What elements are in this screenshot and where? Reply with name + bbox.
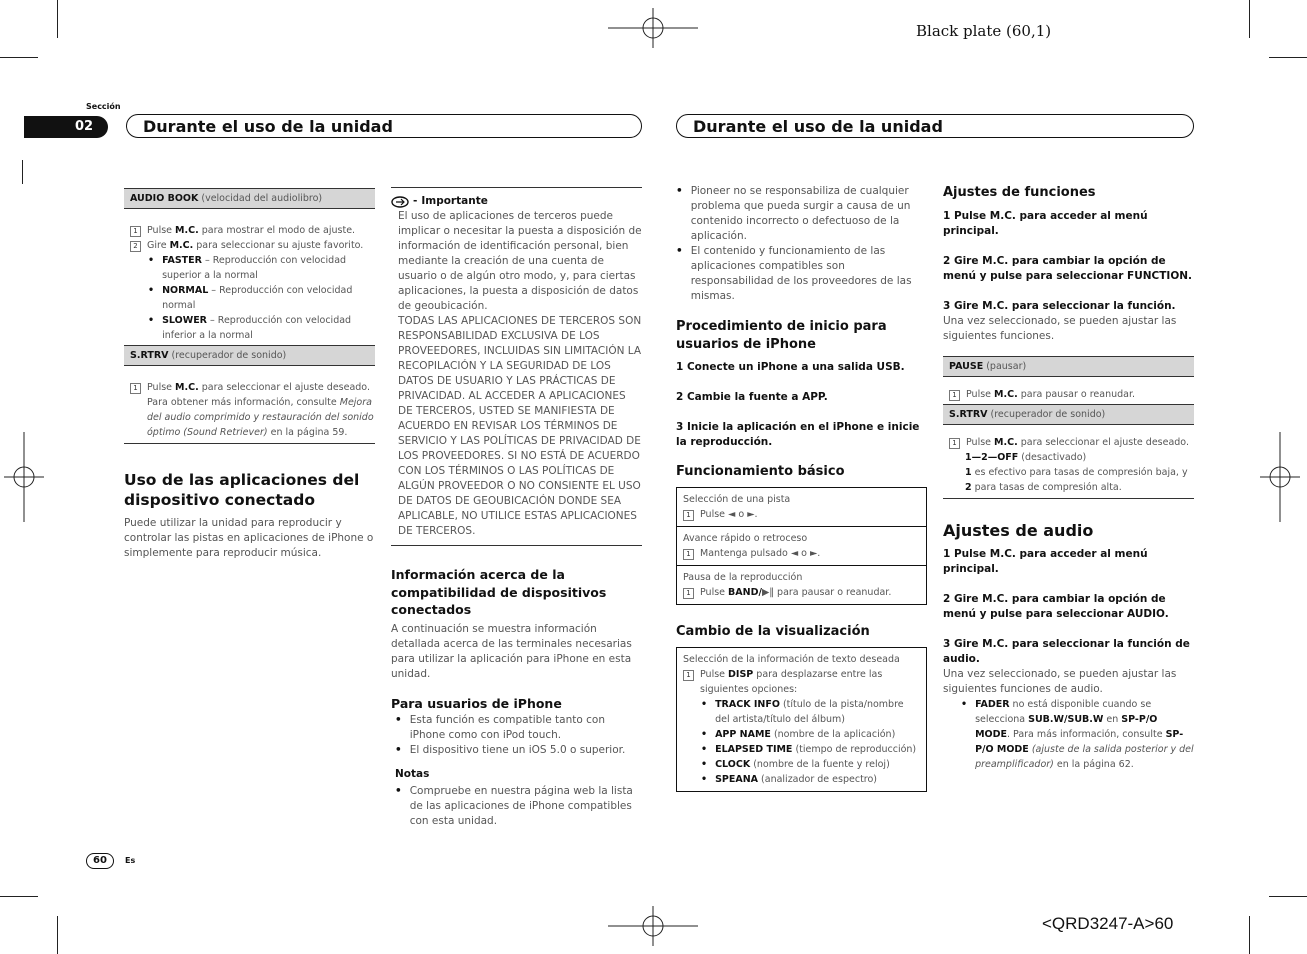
list-item: • El dispositivo tiene un iOS 5.0 o superior. xyxy=(395,743,626,756)
header-right: Durante el uso de la unidad xyxy=(676,114,1194,138)
step-1: 1 Pulse M.C. para mostrar el modo de ajuste. xyxy=(124,223,375,238)
column-3 xyxy=(676,184,927,792)
srtrv-bar: S.RTRV (recuperador de sonido) xyxy=(124,345,375,366)
list-item: • FASTER – Reproducción con velocidad superior a la normal xyxy=(148,255,347,281)
section-number: 02 xyxy=(24,116,108,138)
registration-mark-icon xyxy=(608,8,698,48)
crop-mark xyxy=(0,896,38,897)
page-number: 60 xyxy=(86,853,114,869)
step-2: 2 Gire M.C. para cambiar la opción de menú y pulse para seleccionar FUNCTION. xyxy=(943,255,1193,282)
list-item: • APP NAME (nombre de la aplicación) xyxy=(701,729,896,740)
column-2 xyxy=(391,187,642,829)
registration-mark-icon xyxy=(608,906,698,946)
list-item: • NORMAL – Reproducción con velocidad normal xyxy=(148,285,353,311)
step-1: 1 Pulse M.C. para pausar o reanudar. xyxy=(943,387,1194,402)
crop-mark xyxy=(1269,57,1307,58)
crop-mark xyxy=(1249,916,1250,954)
step-1: 1 Conecte un iPhone a una salida USB. xyxy=(676,361,905,373)
list-item: • CLOCK (nombre de la fuente y reloj) xyxy=(701,759,890,770)
list-item: • ELAPSED TIME (tiempo de reproducción) xyxy=(701,744,917,755)
list-item: • Esta función es compatible tanto con iPhone como con iPod touch. xyxy=(395,713,605,741)
display-table xyxy=(676,647,927,792)
section-title-func: Funcionamiento básico xyxy=(676,464,845,479)
step-3: 3 Gire M.C. para seleccionar la función de audio. xyxy=(943,638,1190,665)
column-4: Ajustes de funciones 1 Pulse M.C. para acceder al menú principal. 2 Gire M.C. para cambiar la opción de menú y pulse para seleccionar FUNCTION. 3 Gire M.C. para seleccionar la función. Una vez seleccionado, se pueden ajustar las siguientes funciones. PAUSE (pausar) 1 Pulse M.C. para pausar o reanudar. S.RTRV (recuperador de sonido) 1 Pulse M.C. para seleccionar el ajuste deseado. 1—2—OFF (desactivado) 1 es efectivo para tasas de compresión baja, y 2 para tasas de compresión alta. Ajustes de audio 1 Pulse M.C. para acceder al menú principal. 2 Gire M.C. para cambiar la opción de menú y pulse para seleccionar AUDIO. 3 Gire M.C. para seleccionar la función de audio. Una vez seleccionado, se pueden ajustar las siguientes funciones de audio. • FADER no está disponible cuando se selecciona SUB.W/SUB.W en SP-P/O MODE. Para más información, consulte SP-P/O MODE (ajuste de la salida posterior y del preamplificador) en la página 62. xyxy=(943,185,1194,770)
section-title-camb: Cambio de la visualización xyxy=(676,624,870,639)
step-1: 1 Pulse M.C. para acceder al menú principal. xyxy=(943,548,1148,575)
table-row: Avance rápido o retroceso 1 Mantenga pulsado ◄ o ►. xyxy=(677,527,926,566)
list-item: • El contenido y funcionamiento de las aplicaciones compatibles son responsabilidad de los proveedores de las mismas. xyxy=(676,245,912,302)
section-title-uso: Uso de las aplicaciones del dispositivo conectado xyxy=(124,471,360,509)
step-1: 1 Pulse M.C. para acceder al menú principal. xyxy=(943,210,1148,237)
table-row: Selección de la información de texto deseada 1 Pulse DISP para desplazarse entre las siguientes opciones: • TRACK INFO (título de la pista/nombre del artista/título del álbum) • APP NAME (nombre de la aplicación) • ELAPSED TIME (tiempo de reproducción) • CLOCK (nombre de la fuente y reloj) • SPEANA (analizador de espectro) xyxy=(677,648,926,791)
important-text-caps: TODAS LAS APLICACIONES DE TERCEROS SON RESPONSABILIDAD EXCLUSIVA DE LOS PROVEEDORES, INCLUIDAS SIN LIMITACIÓN LA RECOPILACIÓN Y LA SEGURIDAD DE LOS DATOS DE USUARIO Y LAS PRÁCTICAS DE PRIVACIDAD. AL ACCEDER A APLICACIONES DE TERCEROS, USTED SE MANIFIESTA DE ACUERDO EN REVISAR LOS TÉRMINOS DE SERVICIO Y LAS POLÍTICAS DE PRIVACIDAD DE LOS PROVEEDORES. SI NO ESTÁ DE ACUERDO CON LOS TÉRMINOS O LAS POLÍTICAS DE ALGÚN PROVEEDOR O NO CONSIENTE EL USO DE DATOS DE GEOUBICACIÓN DONDE SEA APLICABLE, NO UTILICE ESTAS APLICACIONES DE TERCEROS. xyxy=(398,315,642,537)
step-3: 3 Inicie la aplicación en el iPhone e inicie la reproducción. xyxy=(676,421,920,448)
section-title-proc: Procedimiento de inicio para usuarios de iPhone xyxy=(676,319,887,352)
important-icon xyxy=(391,196,409,208)
step-2: 2 Gire M.C. para cambiar la opción de menú y pulse para seleccionar AUDIO. xyxy=(943,593,1169,620)
table-row: Pausa de la reproducción 1 Pulse BAND/▶‖ para pausar o reanudar. xyxy=(683,572,892,598)
column-1 xyxy=(124,188,375,561)
list-item: • TRACK INFO (título de la pista/nombre del artista/título del álbum) xyxy=(701,699,904,725)
section-title-audio: Ajustes de audio xyxy=(943,521,1094,540)
list-item: • FADER no está disponible cuando se selecciona SUB.W/SUB.W en SP-P/O MODE. Para más información, consulte SP-P/O MODE (ajuste de la salida posterior y del preamplificador) en la página 62. xyxy=(961,699,1194,770)
crop-mark xyxy=(1249,0,1250,38)
registration-mark-icon xyxy=(4,432,44,522)
step-1: 1 Pulse M.C. para seleccionar el ajuste deseado. Para obtener más información, consulte Mejora del audio comprimido y restauración del sonido óptimo (Sound Retriever) en la página 59. xyxy=(124,380,375,440)
step-3: 3 Gire M.C. para seleccionar la función. xyxy=(943,300,1176,312)
doc-code: <QRD3247-A>60 xyxy=(1042,914,1174,933)
header-left: Durante el uso de la unidad xyxy=(126,114,642,138)
list-item: • Pioneer no se responsabiliza de cualquier problema que pueda surgir a causa de un contenido incorrecto o defectuoso de la aplicación. xyxy=(676,185,911,242)
step-2: 2 Gire M.C. para seleccionar su ajuste favorito. xyxy=(124,238,375,253)
section-title-info: Información acerca de la compatibilidad de dispositivos conectados xyxy=(391,567,607,617)
section-label: Sección xyxy=(86,102,121,111)
plate-label: Black plate (60,1) xyxy=(916,22,1052,40)
crop-mark xyxy=(22,160,23,184)
table-row: Selección de una pista 1 Pulse ◄ o ►. xyxy=(677,488,926,527)
important-text: El uso de aplicaciones de terceros puede implicar o necesitar la puesta a disposición de información de identificación personal, bien mediante la creación de una cuenta de usuario o de algún otro modo, y, para ciertas aplicaciones, la puesta a disposición de datos de geoubicación. xyxy=(398,210,642,312)
paragraph: Una vez seleccionado, se pueden ajustar las siguientes funciones de audio. xyxy=(943,668,1177,695)
paragraph: Puede utilizar la unidad para reproducir y controlar las pistas en aplicaciones de iPhone o simplemente para reproducir música. xyxy=(124,517,374,559)
step-2: 2 Cambie la fuente a APP. xyxy=(676,391,828,403)
step-1: 1 Pulse M.C. para seleccionar el ajuste deseado. xyxy=(943,435,1194,450)
crop-mark xyxy=(1269,896,1307,897)
section-title-aj: Ajustes de funciones xyxy=(943,185,1096,200)
basic-ops-table xyxy=(676,487,927,605)
list-item: • SLOWER – Reproducción con velocidad inferior a la normal xyxy=(148,315,352,341)
audiobook-bar: AUDIO BOOK (velocidad del audiolibro) xyxy=(124,188,375,209)
notes-title: Notas xyxy=(395,767,430,780)
list-item: • Compruebe en nuestra página web la lista de las aplicaciones de iPhone compatibles con esta unidad. xyxy=(395,784,633,827)
important-header: - Importante xyxy=(391,194,642,209)
pause-bar: PAUSE (pausar) xyxy=(943,356,1194,377)
crop-mark xyxy=(57,916,58,954)
paragraph: A continuación se muestra información detallada acerca de las terminales necesarias para utilizar la aplicación para iPhone en esta unidad. xyxy=(391,622,632,680)
paragraph: Una vez seleccionado, se pueden ajustar las siguientes funciones. xyxy=(943,315,1177,342)
pause-play-icon: ▶‖ xyxy=(761,587,775,598)
list-item: • SPEANA (analizador de espectro) xyxy=(701,774,878,785)
crop-mark xyxy=(57,0,58,38)
language-code: Es xyxy=(125,856,136,865)
subtitle-iphone: Para usuarios de iPhone xyxy=(391,695,562,711)
registration-mark-icon xyxy=(1260,432,1300,522)
srtrv-bar: S.RTRV (recuperador de sonido) xyxy=(943,404,1194,425)
crop-mark xyxy=(0,57,38,58)
